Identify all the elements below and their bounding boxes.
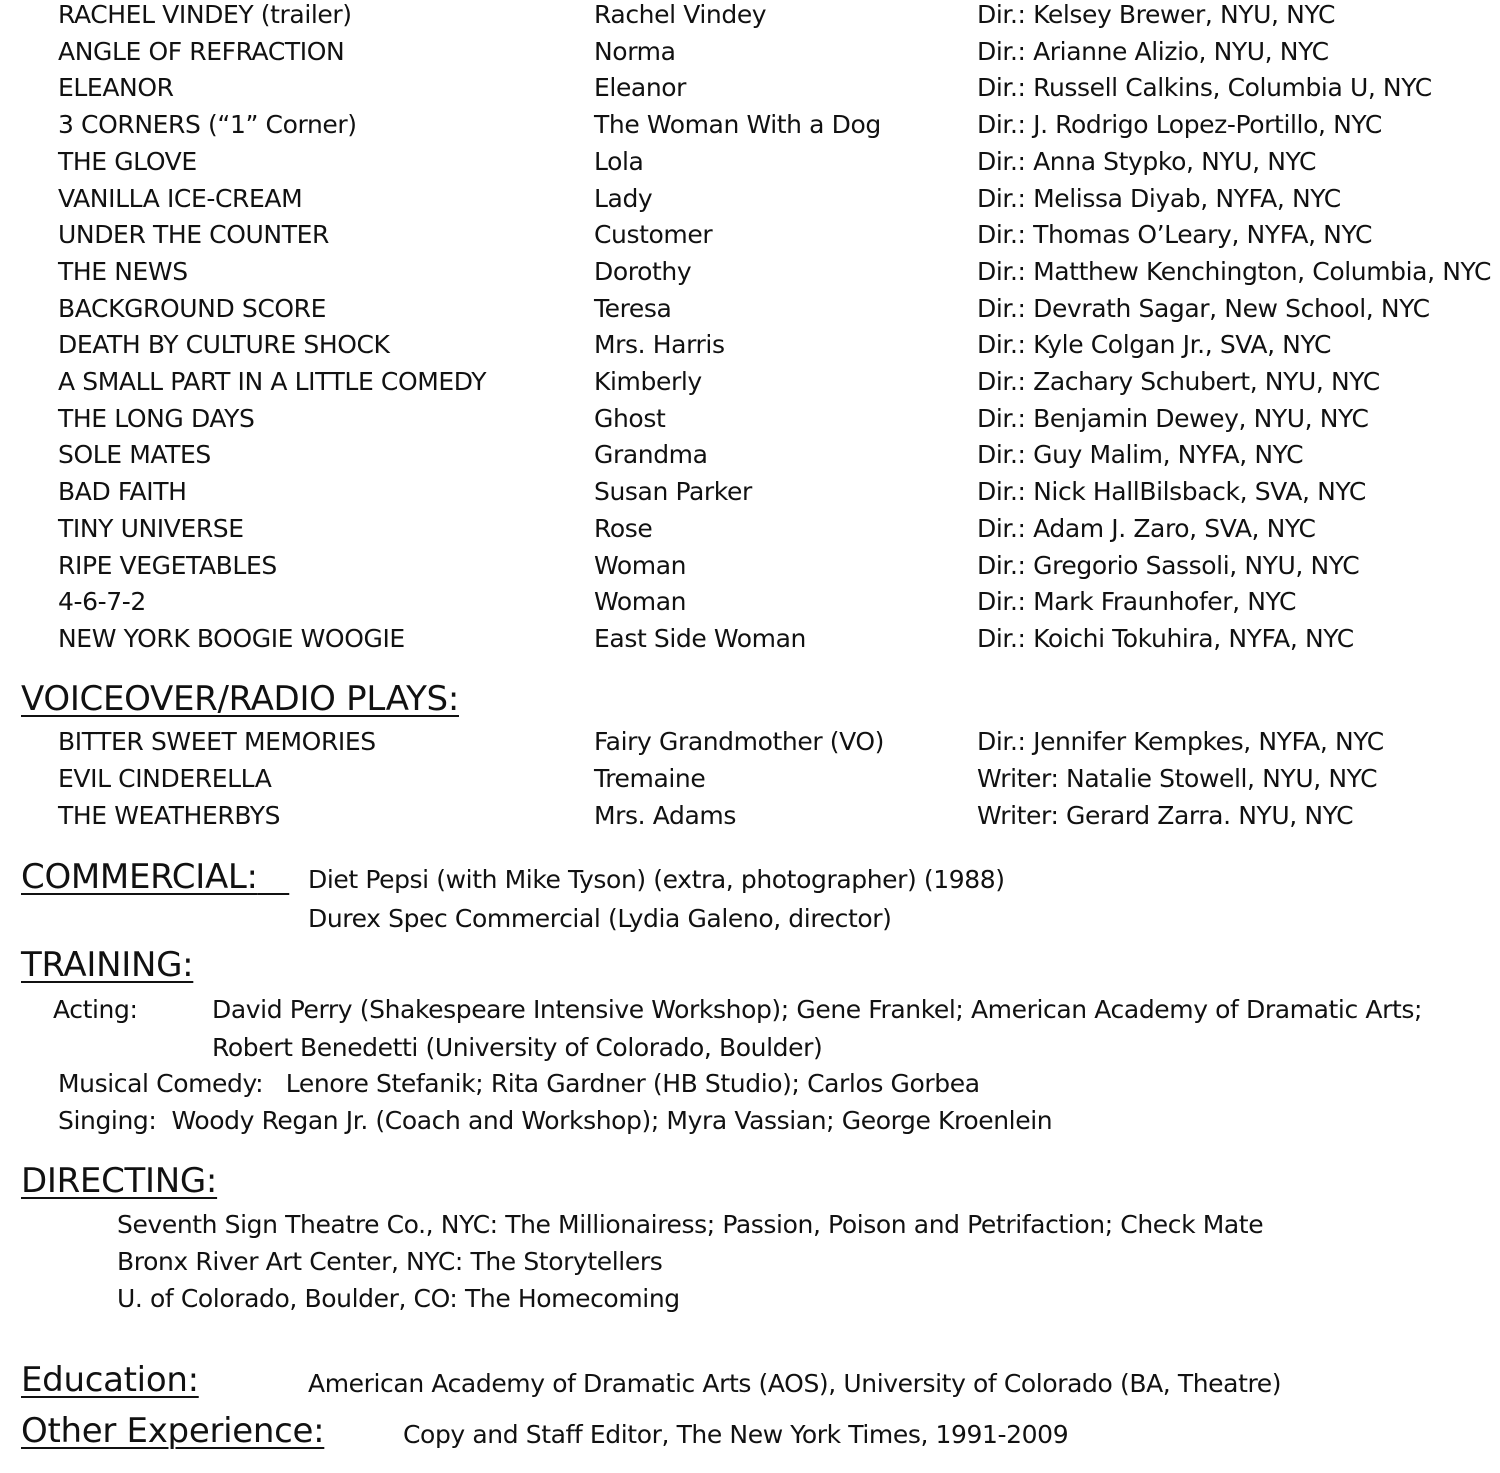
film-title: THE NEWS xyxy=(58,256,188,286)
film-title: DEATH BY CULTURE SHOCK xyxy=(58,330,390,360)
voiceover-title: THE WEATHERBYS xyxy=(58,800,281,830)
training-singing-value: Woody Regan Jr. (Coach and Workshop); Myra Vassian; George Kroenlein xyxy=(171,1106,1053,1135)
film-role: The Woman With a Dog xyxy=(594,110,881,140)
film-title: A SMALL PART IN A LITTLE COMEDY xyxy=(58,367,487,396)
directing-item: U. of Colorado, Boulder, CO: The Homecoming xyxy=(117,1284,680,1313)
other-experience-value: Copy and Staff Editor, The New York Times, 1991-2009 xyxy=(403,1420,1069,1449)
film-title: RIPE VEGETABLES xyxy=(58,550,277,580)
table-row xyxy=(0,624,1500,660)
film-role: Woman xyxy=(594,587,687,617)
film-role: Ghost xyxy=(594,403,666,433)
film-title: 4-6-7-2 xyxy=(58,587,146,617)
film-title: RACHEL VINDEY (trailer) xyxy=(58,0,352,29)
table-row xyxy=(0,294,1500,330)
table-row xyxy=(0,330,1500,366)
commercial-item: Diet Pepsi (with Mike Tyson) (extra, photographer) (1988) xyxy=(308,865,1005,894)
film-title: ANGLE OF REFRACTION xyxy=(58,36,345,66)
training-heading: TRAINING: xyxy=(21,945,194,985)
directing-item: Seventh Sign Theatre Co., NYC: The Millionairess; Passion, Poison and Petrifaction; Check Mate xyxy=(117,1210,1264,1239)
table-row xyxy=(0,404,1500,440)
film-title: ELEANOR xyxy=(58,73,174,103)
voiceover-role: Tremaine xyxy=(594,764,706,793)
table-row xyxy=(0,147,1500,183)
voiceover-title: EVIL CINDERELLA xyxy=(58,764,272,793)
table-row xyxy=(0,184,1500,220)
film-role: Lola xyxy=(594,146,644,176)
voiceover-credit: Writer: Natalie Stowell, NYU, NYC xyxy=(977,764,1378,793)
film-title: 3 CORNERS (“1” Corner) xyxy=(58,110,357,140)
table-row xyxy=(0,801,1500,837)
film-title: NEW YORK BOOGIE WOOGIE xyxy=(58,623,405,653)
training-acting-label: Acting: xyxy=(53,995,138,1024)
voiceover-credit: Writer: Gerard Zarra. NYU, NYC xyxy=(977,800,1354,830)
film-role: Customer xyxy=(594,220,713,250)
film-director: Dir.: Matthew Kenchington, Columbia, NYC xyxy=(977,256,1492,286)
film-director: Dir.: Mark Fraunhofer, NYC xyxy=(977,587,1297,617)
table-row xyxy=(0,110,1500,146)
voiceover-heading: VOICEOVER/RADIO PLAYS: xyxy=(21,679,459,719)
film-title: UNDER THE COUNTER xyxy=(58,220,329,250)
training-acting-line: Robert Benedetti (University of Colorado, Boulder) xyxy=(212,1032,823,1062)
film-role: Kimberly xyxy=(594,367,702,396)
film-director: Dir.: Devrath Sagar, New School, NYC xyxy=(977,293,1430,323)
film-director: Dir.: Thomas O’Leary, NYFA, NYC xyxy=(977,220,1373,250)
commercial-item: Durex Spec Commercial (Lydia Galeno, director) xyxy=(308,904,892,933)
film-role: Rose xyxy=(594,513,653,543)
commercial-heading xyxy=(21,857,289,897)
table-row xyxy=(0,727,1500,763)
education-value: American Academy of Dramatic Arts (AOS), University of Colorado (BA, Theatre) xyxy=(308,1369,1282,1398)
voiceover-role: Mrs. Adams xyxy=(594,800,736,830)
training-singing-label: Singing: xyxy=(58,1106,157,1135)
film-director: Dir.: Melissa Diyab, NYFA, NYC xyxy=(977,183,1341,213)
film-director: Dir.: Arianne Alizio, NYU, NYC xyxy=(977,36,1329,66)
film-title: THE GLOVE xyxy=(58,146,197,176)
film-director: Dir.: Gregorio Sassoli, NYU, NYC xyxy=(977,550,1360,580)
film-title: TINY UNIVERSE xyxy=(58,513,244,543)
education-heading: Education: xyxy=(21,1360,199,1400)
directing-item: Bronx River Art Center, NYC: The Storytellers xyxy=(117,1247,663,1276)
film-title: BAD FAITH xyxy=(58,477,187,507)
film-director: Dir.: Koichi Tokuhira, NYFA, NYC xyxy=(977,623,1354,653)
voiceover-role: Fairy Grandmother (VO) xyxy=(594,727,885,756)
film-director: Dir.: J. Rodrigo Lopez-Portillo, NYC xyxy=(977,110,1382,140)
film-title: SOLE MATES xyxy=(58,440,211,470)
table-row xyxy=(0,587,1500,623)
film-role: Susan Parker xyxy=(594,477,752,507)
film-director: Dir.: Guy Malim, NYFA, NYC xyxy=(977,440,1304,470)
table-row xyxy=(0,764,1500,800)
other-experience-heading: Other Experience: xyxy=(21,1411,325,1451)
film-role: Lady xyxy=(594,183,653,213)
film-director: Dir.: Nick HallBilsback, SVA, NYC xyxy=(977,477,1366,507)
commercial-heading-text: COMMERCIAL: xyxy=(21,857,258,897)
film-director: Dir.: Anna Stypko, NYU, NYC xyxy=(977,146,1317,176)
voiceover-credit: Dir.: Jennifer Kempkes, NYFA, NYC xyxy=(977,727,1384,756)
table-row xyxy=(0,367,1500,403)
training-acting-line: David Perry (Shakespeare Intensive Workshop); Gene Frankel; American Academy of Dramatic Arts; xyxy=(212,995,1422,1024)
film-director: Dir.: Kyle Colgan Jr., SVA, NYC xyxy=(977,330,1332,360)
film-role: Woman xyxy=(594,550,687,580)
table-row xyxy=(0,73,1500,109)
film-role: Mrs. Harris xyxy=(594,330,725,360)
voiceover-title: BITTER SWEET MEMORIES xyxy=(58,727,376,756)
table-row xyxy=(0,477,1500,513)
film-role: Grandma xyxy=(594,440,708,470)
training-musical-line xyxy=(58,1069,980,1099)
table-row xyxy=(0,37,1500,73)
film-role: Teresa xyxy=(594,293,672,323)
film-title: BACKGROUND SCORE xyxy=(58,293,327,323)
film-director: Dir.: Russell Calkins, Columbia U, NYC xyxy=(977,73,1432,103)
table-row xyxy=(0,551,1500,587)
film-director: Dir.: Benjamin Dewey, NYU, NYC xyxy=(977,403,1369,433)
directing-heading: DIRECTING: xyxy=(21,1161,218,1201)
table-row xyxy=(0,514,1500,550)
film-role: Norma xyxy=(594,36,676,66)
film-role: Rachel Vindey xyxy=(594,0,767,29)
table-row xyxy=(0,0,1500,36)
film-role: Eleanor xyxy=(594,73,687,103)
training-musical-label: Musical Comedy: xyxy=(58,1069,264,1098)
film-director: Dir.: Adam J. Zaro, SVA, NYC xyxy=(977,513,1316,543)
table-row xyxy=(0,220,1500,256)
training-singing-line xyxy=(58,1106,1052,1136)
film-role: Dorothy xyxy=(594,256,692,286)
training-musical-value: Lenore Stefanik; Rita Gardner (HB Studio); Carlos Gorbea xyxy=(285,1069,980,1098)
film-director: Dir.: Zachary Schubert, NYU, NYC xyxy=(977,367,1380,396)
film-title: VANILLA ICE-CREAM xyxy=(58,183,303,213)
table-row xyxy=(0,257,1500,293)
film-role: East Side Woman xyxy=(594,623,806,653)
film-director: Dir.: Kelsey Brewer, NYU, NYC xyxy=(977,0,1336,29)
table-row xyxy=(0,440,1500,476)
film-title: THE LONG DAYS xyxy=(58,403,255,433)
